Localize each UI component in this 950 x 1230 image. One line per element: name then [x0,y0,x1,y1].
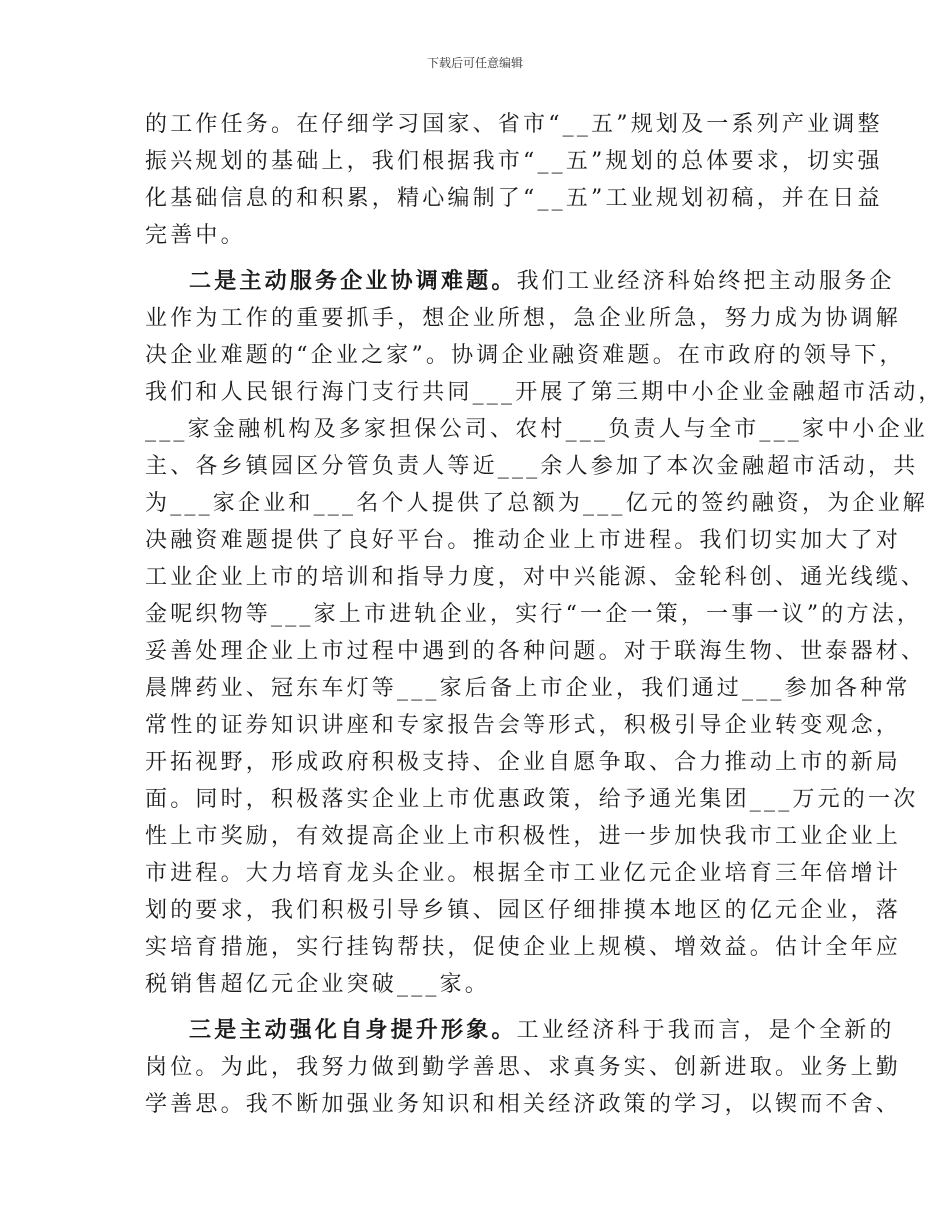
text-line: 学善思。我不断加强业务知识和相关经济政策的学习，以锲而不舍、 [145,1092,902,1117]
text-line: 决融资难题提供了良好平台。推动企业上市进程。我们切实加大了对 [145,528,902,553]
text-line: 晨牌药业、冠东车灯等___家后备上市企业，我们通过___参加各种常 [145,676,911,701]
document-body [145,106,944,1123]
text-line: 妥善处理企业上市过程中遇到的各种问题。对于联海生物、世泰器材、 [145,639,927,664]
text-line: ___家金融机构及多家担保公司、农村___负责人与全市___家中小企业 [145,417,929,442]
text-line: 市进程。大力培育龙头企业。根据全市工业亿元企业培育三年倍增计 [145,861,902,886]
text-line: 为___家企业和___名个人提供了总额为___亿元的签约融资，为企业解 [145,491,929,516]
paragraph-1 [145,106,883,254]
text-line: 实培育措施，实行挂钩帮扶，促使企业上规模、增效益。估计全年应 [145,935,902,960]
text-line: 性上市奖励，有效提高企业上市积极性，进一步加快我市工业企业上 [145,824,902,849]
paragraph-3 [145,1012,902,1123]
text-line: 金呢织物等___家上市进轨企业，实行“一企一策，一事一议”的方法， [145,602,923,627]
page-header: 下载后可任意编辑 [426,56,523,70]
text-line: 常性的证券知识讲座和专家报告会等形式，积极引导企业转变观念， [145,713,902,738]
text-line: 振兴规划的基础上，我们根据我市“__五”规划的总体要求，切实强 [145,149,883,174]
text-line: 工业企业上市的培训和指导力度，对中兴能源、金轮科创、通光线缆、 [145,565,927,590]
text-line: 税销售超亿元企业突破___家。 [145,972,491,997]
text-line: 划的要求，我们积极引导乡镇、园区仔细排摸本地区的亿元企业，落 [145,898,902,923]
text-line: 决企业难题的“企业之家”。协调企业融资难题。在市政府的领导下， [145,343,905,368]
text-line: 面。同时，积极落实企业上市优惠政策，给予通光集团___万元的一次 [145,787,919,812]
text-line: 我们和人民银行海门支行共同___开展了第三期中小企业金融超市活动， [145,380,944,405]
text-run: 工业经济科于我而言，是个全新的 [516,1018,895,1043]
text-line: 开拓视野，形成政府积极支持、企业自愿争取、合力推动上市的新局 [145,750,902,775]
text-line: 岗位。为此，我努力做到勤学善思、求真务实、创新进取。业务上勤 [145,1055,902,1080]
text-line [145,1012,895,1049]
text-run: 我们工业经济科始终把主动服务企 [516,269,895,294]
paragraph-heading: 二是主动服务企业协调难题。 [189,268,517,294]
text-line: 主、各乡镇园区分管负责人等近___余人参加了本次金融超市活动，共 [145,454,919,479]
text-line: 化基础信息的和积累，精心编制了“__五”工业规划初稿，并在日益 [145,186,883,211]
text-line [145,263,895,300]
paragraph-2 [145,263,944,1003]
text-line: 完善中。 [145,223,246,248]
text-line: 业作为工作的重要抓手，想企业所想，急企业所急，努力成为协调解 [145,306,902,331]
text-line: 的工作任务。在仔细学习国家、省市“__五”规划及一系列产业调整 [145,112,883,137]
paragraph-heading: 三是主动强化自身提升形象。 [189,1017,517,1043]
